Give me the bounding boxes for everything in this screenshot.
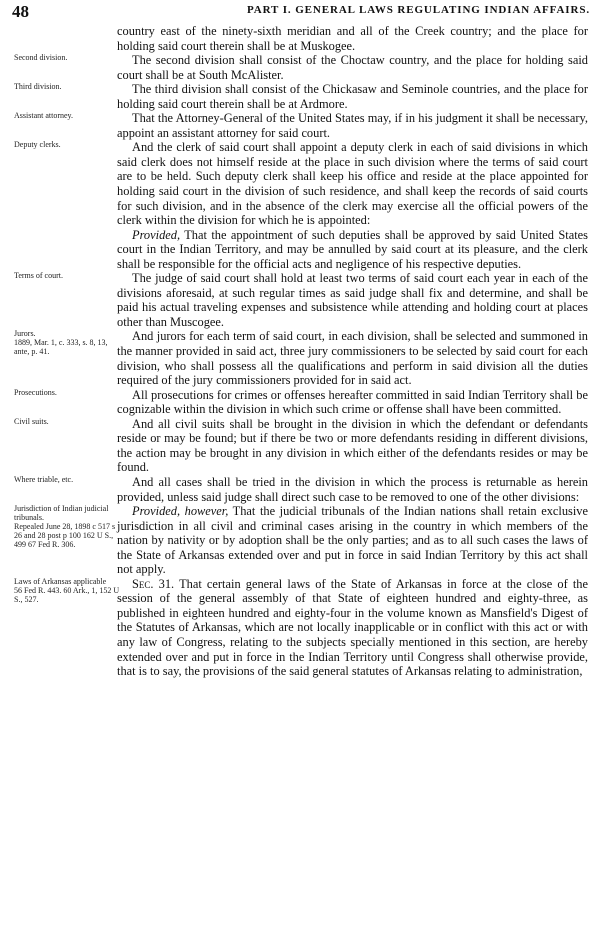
paragraph-row [0,271,600,329]
paragraph [117,417,588,475]
paragraph-row [0,82,600,111]
paragraph-text: That the judicial tribunals of the Indian nations shall retain exclusive jurisdiction in all civil and criminal cases arising in the country in which members of the nation by nativity or by adoption shall be the only parties; and as to all such cases the laws of the State of Arkansas extended over and put in force in said Indian Territory by this act shall not apply. [117,504,588,577]
paragraph-lead: Sec. 31. [132,576,175,591]
page-number: 48 [12,2,29,21]
margin-note: Jurors. 1889, Mar. 1, c. 333, s. 8, 13, ante, p. 41. [14,329,108,357]
margin-note: Terms of court. [14,271,63,281]
paragraph [117,388,588,417]
paragraph-text: And the clerk of said court shall appoint a deputy clerk in each of said divisions in which said clerk does not himself reside at the place in such division where the terms of said court are to be held. Such deputy clerk shall keep his office and reside at the place appointed for holding said court in the division of such residence, and shall keep the records of said courts for such division, and in the absence of the clerk may exercise all the official powers of the clerk within the division for which he is appointed: [117,140,588,228]
paragraph-row [0,577,600,679]
paragraph-text: The judge of said court shall hold at least two terms of said court each year in each of the divisions aforesaid, at such regular times as said judge shall fix and determine, and shall be paid his actual traveling expenses and subsistence while attending and holding court at places other than Muscogee. [117,271,588,329]
paragraph-text: That the appointment of such deputies shall be approved by said United States court in the Indian Territory, and may be annulled by said court at its pleasure, and the clerk shall be responsible for the official acts and negligence of his respective deputies. [117,227,588,271]
margin-note: Assistant attorney. [14,111,74,121]
margin-note: Prosecutions. [14,387,57,397]
paragraph-row [0,329,600,387]
paragraph [117,24,588,53]
paragraph-text: The second division shall consist of the Choctaw country, and the place for holding said court shall be at South McAlister. [117,53,588,82]
paragraph [117,329,588,387]
paragraph-text: And all civil suits shall be brought in the division in which the defendant or defendants reside or may be found; but if there be two or more defendants residing in different divisions, the action may be brought in any division in which either of the defendants resides or may be found. [117,416,588,475]
margin-note: Laws of Arkansas applicable 56 Fed R. 443. 60 Ark., 1, 152 U S., 527. [14,576,120,604]
paragraph-row [0,140,600,227]
paragraph [117,111,588,140]
margin-note: Third division. [14,82,62,92]
paragraph-row [0,53,600,82]
paragraph [117,140,588,227]
paragraph-row [0,504,600,577]
paragraph-text: That certain general laws of the State of Arkansas in force at the close of the session of the general assembly of that State of eighteen hundred and eighty-three, as published in eighteen hundred and eighty-four in the volume known as Mansfield's Digest of the Statutes of Arkansas, which are not locally inapplicable or in conflict with this act or with any law of Congress, relating to the subjects specially mentioned in this section, are hereby extended over and put in force in the Indian Territory until Congress shall otherwise provide, that is to say, the provisions of the said general statutes of Arkansas relating to administration, [117,576,589,679]
document-body [0,24,600,679]
paragraph-row [0,388,600,417]
paragraph-text: And jurors for each term of said court, in each division, shall be selected and summoned in the manner provided in said act, three jury commissioners to be selected by said court for each division, who shall possess all the qualifications and perform in said division all the duties required of the jury commissioners provided for in said act. [117,329,588,388]
paragraph-row [0,111,600,140]
paragraph [117,475,588,504]
paragraph [117,271,588,329]
margin-note: Second division. [14,53,68,63]
paragraph [117,53,588,82]
paragraph-text: country east of the ninety-sixth meridian and all of the Creek country; and the place for holding said court therein shall be at Muskogee. [117,24,588,53]
paragraph-row [0,24,600,53]
page-header [12,2,590,22]
paragraph [117,504,588,577]
paragraph-text: That the Attorney-General of the United States may, if in his judgment it shall be necessary, appoint an assistant attorney for said court. [117,111,588,140]
paragraph-row [0,417,600,475]
paragraph [117,228,588,272]
paragraph-lead: Provided, [132,227,181,242]
paragraph-row [0,475,600,504]
paragraph-text: All prosecutions for crimes or offenses hereafter committed in said Indian Territory shall be cognizable within the division in which such crime or offense shall have been committed. [117,387,588,417]
margin-note: Civil suits. [14,416,49,426]
paragraph-text: And all cases shall be tried in the division in which the process is returnable as herein provided, unless said judge shall direct such case to be removed to one of the other divisions: [117,474,588,504]
paragraph-row [0,228,600,272]
paragraph [117,577,588,679]
margin-note: Jurisdiction of Indian judicial tribunals. Repealed June 28, 1898 c 517 s 26 and 28 post p 100 162 U S., 499 67 Fed R. 306. [14,504,116,550]
paragraph-lead: Provided, however, [132,504,229,519]
running-head: PART I. GENERAL LAWS REGULATING INDIAN AFFAIRS. [246,4,590,16]
paragraph-text: The third division shall consist of the Chickasaw and Seminole countries, and the place for holding said court therein shall be at Ardmore. [117,82,588,111]
paragraph [117,82,588,111]
margin-note: Where triable, etc. [14,474,74,484]
margin-note: Deputy clerks. [14,140,61,150]
